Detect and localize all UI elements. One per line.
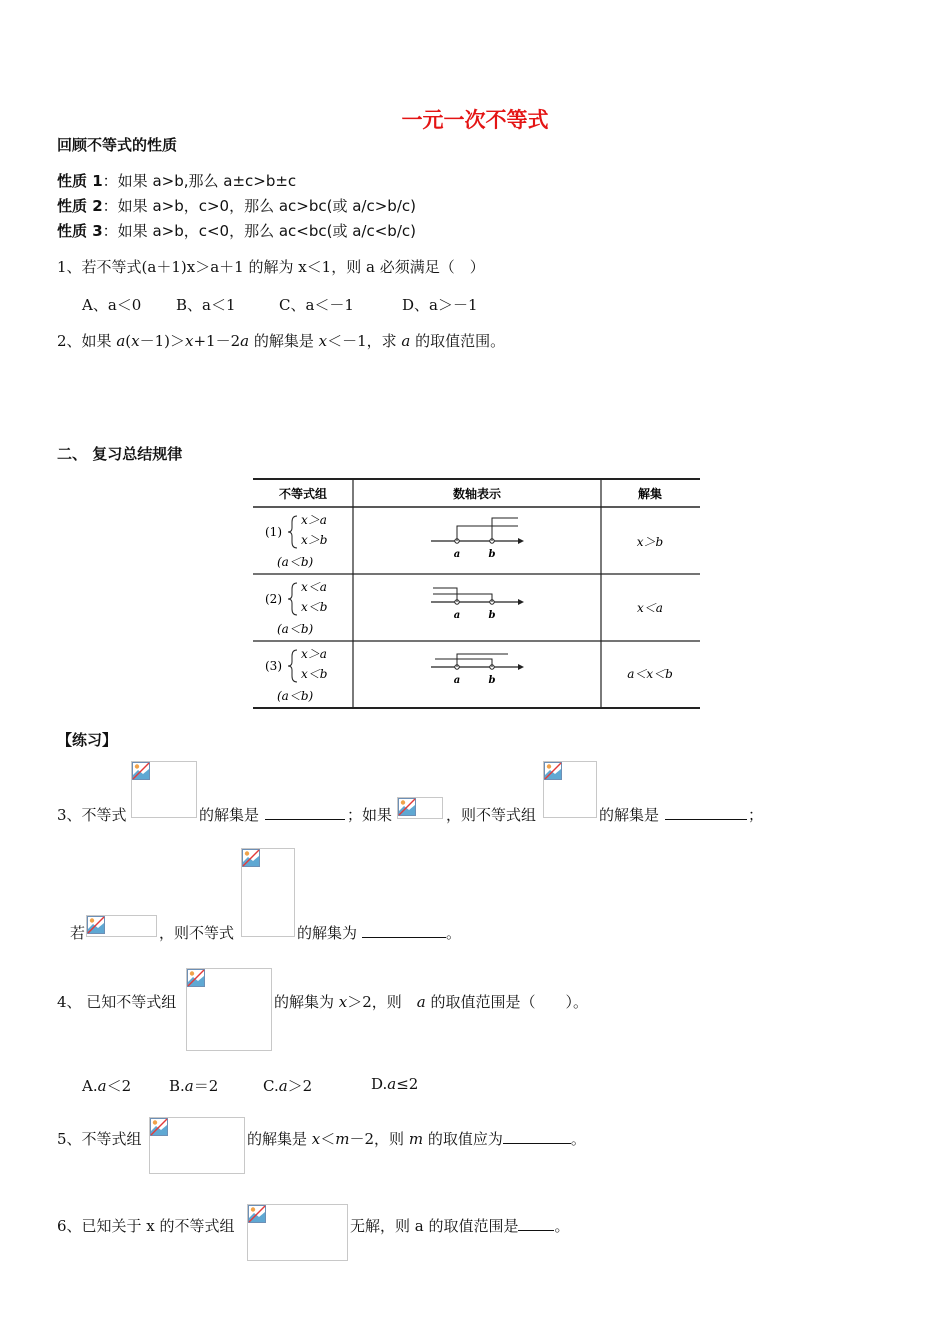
property-1: [57, 170, 296, 191]
q3-text-2: 的解集是: [199, 806, 260, 824]
row-solution: a＜x＜b: [627, 667, 673, 681]
q2-var: a: [240, 332, 250, 350]
q4-opt-var: a: [278, 1077, 288, 1095]
axis-label-a: a: [453, 610, 461, 621]
row-ineq-1: x＜a: [301, 580, 327, 594]
answer-blank[interactable]: [503, 1128, 571, 1144]
q4-opt-text: ＝2: [193, 1077, 219, 1095]
q5-var: x: [311, 1130, 321, 1148]
row-ineq-1: x＞a: [301, 513, 327, 527]
q2-var: a: [116, 332, 126, 350]
answer-blank[interactable]: [265, 804, 345, 820]
q2-var: x: [131, 332, 140, 350]
formula-image-placeholder: [186, 968, 272, 1051]
q4-opt-prefix: D.: [371, 1075, 388, 1093]
q5-text: 的取值应为: [423, 1130, 503, 1148]
property-1-label: 性质 1: [57, 172, 103, 190]
q2-var: a: [401, 332, 411, 350]
formula-image-placeholder: [86, 915, 157, 937]
row-ineq-2: x＜b: [301, 667, 328, 681]
formula-image-placeholder: [149, 1117, 245, 1174]
property-2-label: 性质 2: [57, 197, 103, 215]
q3-text-7: 若: [70, 924, 86, 942]
q2-text: ＜－1，求: [327, 332, 402, 350]
answer-blank[interactable]: [362, 922, 446, 938]
q3-text-8: ，则不等式: [159, 924, 235, 942]
formula-image-placeholder: [543, 761, 597, 818]
q4-text: 的解集为: [274, 993, 339, 1011]
q2-text: －1)＞: [139, 332, 185, 350]
q3-text-5: 的解集是: [599, 806, 660, 824]
table-header-system: 不等式组: [278, 487, 328, 501]
broken-image-icon: [87, 916, 105, 934]
q4-var: a: [416, 993, 426, 1011]
q2-text: +1－2: [193, 332, 241, 350]
row-ineq-1: x＞a: [301, 647, 327, 661]
formula-image-placeholder: [131, 761, 197, 818]
property-2: [57, 195, 416, 216]
row-ineq-2: x＞b: [301, 533, 328, 547]
row-solution: x＞b: [636, 535, 664, 549]
q3-text-3: ；如果: [347, 806, 393, 824]
q1-option-a: A、a＜0: [82, 296, 142, 314]
question-2: [57, 330, 505, 351]
q1-option-d: D、a＞－1: [402, 296, 478, 314]
q2-var: x: [318, 332, 328, 350]
table-header-solution: 解集: [637, 487, 663, 501]
q6-text: 无解，则 a 的取值范围是: [350, 1217, 519, 1235]
broken-image-icon: [150, 1118, 168, 1136]
row-number: (3): [265, 659, 282, 673]
summary-table: [253, 478, 700, 710]
q4-option-b: [169, 1075, 218, 1096]
property-1-text: ：如果 a>b,那么 a±c>b±c: [102, 172, 297, 190]
property-3-text: ：如果 a>b，c<0，那么 ac<bc(或 a/c<b/c): [102, 222, 416, 240]
table-row: [265, 513, 663, 569]
row-condition: (a＜b): [277, 622, 314, 636]
q2-text: 的解集是: [249, 332, 319, 350]
broken-image-icon: [398, 798, 416, 816]
q4-text-1: 4、 已知不等式组: [57, 993, 177, 1011]
broken-image-icon: [544, 762, 562, 780]
q5-text: 的解集是: [247, 1130, 312, 1148]
q5-text-1: 5、不等式组: [57, 1130, 142, 1148]
practice-heading: 【练习】: [57, 731, 118, 749]
q3-text-1: 3、不等式: [57, 806, 127, 824]
q2-text: 的取值范围。: [410, 332, 506, 350]
table-header-numberline: 数轴表示: [452, 487, 502, 501]
table-row: [265, 647, 673, 703]
q4-text: 的取值范围是（ ）。: [425, 993, 589, 1011]
answer-blank[interactable]: [665, 804, 747, 820]
q5-text: －2，则: [349, 1130, 409, 1148]
q4-opt-text: ＞2: [287, 1077, 313, 1095]
q4-opt-var: a: [184, 1077, 194, 1095]
row-ineq-2: x＜b: [301, 600, 328, 614]
axis-label-b: b: [488, 610, 496, 621]
axis-label-b: b: [488, 675, 496, 686]
q4-opt-text: ＜2: [106, 1077, 132, 1095]
q4-opt-var: a: [387, 1075, 397, 1093]
q2-var: x: [185, 332, 194, 350]
question-6: [350, 1215, 570, 1236]
table-row: [265, 580, 663, 636]
page-title: 一元一次不等式: [401, 108, 549, 132]
q5-var: m: [408, 1130, 424, 1148]
q2-text: (: [125, 332, 132, 350]
q3-text-4: ，则不等式组: [446, 806, 537, 824]
axis-label-a: a: [453, 675, 461, 686]
row-number: (2): [265, 592, 282, 606]
q4-opt-var: a: [97, 1077, 107, 1095]
formula-image-placeholder: [241, 848, 295, 937]
broken-image-icon: [248, 1205, 266, 1223]
question-5: [247, 1128, 586, 1149]
review-heading: 回顾不等式的性质: [57, 136, 178, 154]
q5-text: ＜: [320, 1130, 336, 1148]
q3-text-10: 。: [446, 924, 462, 942]
broken-image-icon: [242, 849, 260, 867]
q3-text-9: 的解集为: [297, 924, 358, 942]
broken-image-icon: [132, 762, 150, 780]
question-4: [274, 991, 588, 1012]
q4-option-c: [263, 1075, 312, 1096]
q5-var: m: [335, 1130, 350, 1148]
formula-image-placeholder: [247, 1204, 348, 1261]
broken-image-icon: [187, 969, 205, 987]
question-1: 1、若不等式(a＋1)x＞a＋1 的解为 x＜1，则 a 必须满足（ ）: [57, 258, 485, 276]
q4-opt-text: ≤2: [396, 1075, 419, 1093]
axis-label-b: b: [488, 549, 496, 560]
property-2-text: ：如果 a>b，c>0，那么 ac>bc(或 a/c>b/c): [102, 197, 416, 215]
row-solution: x＜a: [637, 601, 663, 615]
q1-option-c: C、a＜－1: [279, 296, 354, 314]
q5-text: 。: [570, 1130, 586, 1148]
q6-text-1: 6、已知关于 x 的不等式组: [57, 1217, 235, 1235]
property-3: [57, 220, 416, 241]
answer-blank[interactable]: [518, 1215, 554, 1231]
formula-image-placeholder: [397, 797, 443, 819]
q4-option-d: [371, 1075, 418, 1093]
section-2-heading: 二、 复习总结规律: [57, 445, 183, 463]
q3-text-6: ；: [748, 806, 764, 824]
q4-text: ＞2，则: [347, 993, 417, 1011]
property-3-label: 性质 3: [57, 222, 103, 240]
row-number: (1): [265, 525, 282, 539]
q1-option-b: B、a＜1: [176, 296, 236, 314]
q4-var: x: [338, 993, 348, 1011]
row-condition: (a＜b): [277, 555, 314, 569]
q4-opt-prefix: B.: [169, 1077, 185, 1095]
axis-label-a: a: [453, 549, 461, 560]
q4-opt-prefix: C.: [263, 1077, 279, 1095]
q6-text: 。: [554, 1217, 570, 1235]
row-condition: (a＜b): [277, 689, 314, 703]
q2-text: 2、如果: [57, 332, 117, 350]
q4-opt-prefix: A.: [82, 1077, 98, 1095]
q4-option-a: [82, 1075, 131, 1096]
